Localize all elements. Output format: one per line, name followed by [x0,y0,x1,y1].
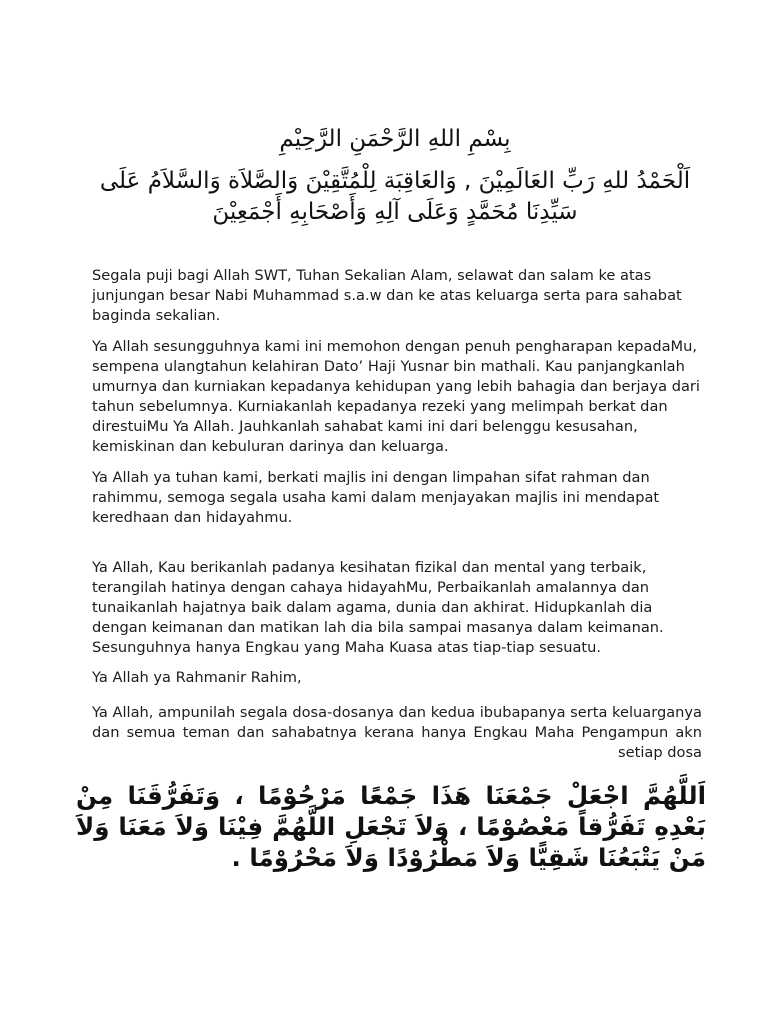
basmalah: بِسْمِ اللهِ الرَّحْمَنِ الرَّحِيْمِ [279,126,511,152]
arabic-doa: اَللَّهُمَّ اجْعَلْ جَمْعَنَا هَذَا جَمْعًا مَرْحُوْمًا ، وَتَفَرُّقَنَا مِنْ بَعْدِهِ تَفَرُّقاً مَعْصُوْمًا ، وَلاَ تَجْعَلِ اللَّهُمَّ فِيْنَا وَلاَ مَعَنَا وَلاَ مَنْ يَتْبَعُنَا شَقِيًّا وَلاَ مَطْرُوْدًا وَلاَ مَحْرُوْمًا . [76,781,706,872]
hamdalah: اَلْحَمْدُ للهِ رَبِّ العَالَمِيْنَ , وَالعَاقِبَة لِلْمُتَّقِيْنَ وَالصَّلاَة وَالسَّلاَمُ عَلَى سَيِّدِنَا مُحَمَّدٍ وَعَلَى آلِهِ وَأَصْحَابِهِ أَجْمَعِيْنَ [99,168,691,225]
paragraph-forgiveness: Ya Allah, ampunilah segala dosa-dosanya dan kedua ibubapanya serta keluarganya dan semua teman dan sahabatnya kerana hanya Engkau Maha Pengampun akn setiap dosa [92,704,702,761]
paragraph-health-prayer: Ya Allah, Kau berikanlah padanya kesihatan fizikal dan mental yang terbaik, terangilah hatinya dengan cahaya hidayahMu, Perbaikanlah amalannya dan tunaikanlah hajatnya baik dalam agama, dunia dan akhirat. Hidupkanlah dia dengan keimanan dan matikan lah dia bila sampai masanya dalam keimanan. Sesunguhnya hanya Engkau yang Maha Kuasa atas tiap-tiap sesuatu. [92,559,664,656]
paragraph-bless-event: Ya Allah ya tuhan kami, berkati majlis ini dengan limpahan sifat rahman dan rahimmu, semoga segala usaha kami dalam menjayakan majlis ini mendapat keredhaan dan hidayahmu. [92,469,660,526]
paragraph-praise: Segala puji bagi Allah SWT, Tuhan Sekalian Alam, selawat dan salam ke atas junjungan besar Nabi Muhammad s.a.w dan ke atas keluarga serta para sahabat baginda sekalian. [92,267,682,324]
paragraph-salutation: Ya Allah ya Rahmanir Rahim, [92,669,302,686]
paragraph-birthday-prayer: Ya Allah sesungguhnya kami ini memohon dengan penuh pengharapan kepadaMu, sempena ulangtahun kelahiran Dato’ Haji Yusnar bin mathali. Kau panjangkanlah umurnya dan kurniakan kepadanya kehidupan yang lebih bahagia dan berjaya dari tahun sebelumnya. Kurniakanlah kepadanya rezeki yang melimpah berkat dan direstuiMu Ya Allah. Jauhkanlah sahabat kami ini dari belenggu kesusahan, kemiskinan dan kebuluran darinya dan keluarga. [92,338,700,455]
